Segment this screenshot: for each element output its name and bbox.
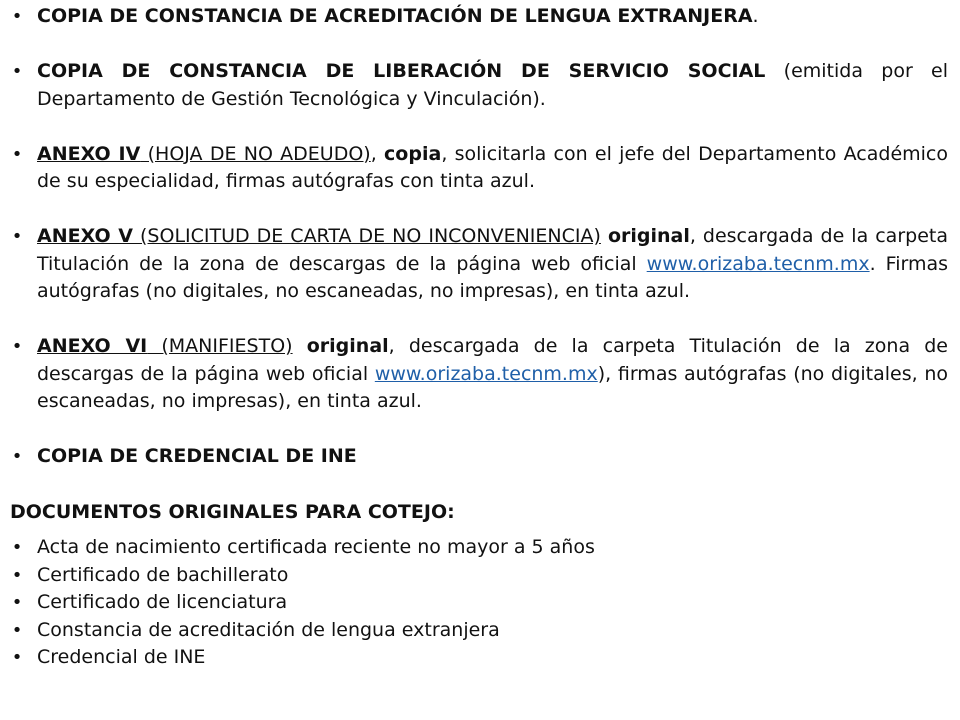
bullet-icon: •: [11, 143, 23, 165]
item-text: Certificado de bachillerato: [37, 563, 289, 586]
annex-label: [37, 143, 371, 165]
bullet-icon: •: [11, 336, 23, 357]
bullet-icon: •: [11, 619, 23, 641]
list-item: [0, 644, 960, 672]
bullet-icon: •: [11, 226, 23, 247]
website-link[interactable]: www.orizaba.tecnm.mx: [374, 362, 598, 385]
item-text: (emitida por el Departamento de Gestión Tecnológica y Vinculación).: [37, 60, 948, 110]
item-text: Constancia de acreditación de lengua extranjera: [37, 618, 500, 641]
bullet-icon: •: [11, 6, 23, 27]
originals-list: [0, 534, 960, 672]
item-text: Acta de nacimiento certificada reciente no mayor a 5 años: [37, 536, 595, 558]
bullet-icon: •: [11, 564, 23, 586]
bullet-icon: •: [11, 446, 23, 467]
list-item-credencial-ine: [0, 443, 960, 471]
annex-name: (SOLICITUD DE CARTA DE NO INCONVENIENCIA): [133, 225, 601, 247]
annex-label: [37, 335, 293, 357]
bullet-icon: •: [11, 537, 23, 558]
list-item: [0, 589, 960, 617]
item-title: COPIA DE CONSTANCIA DE LIBERACIÓN DE SERVICIO SOCIAL: [37, 60, 766, 82]
annex-number: ANEXO VI: [37, 335, 148, 357]
annex-name: (HOJA DE NO ADEUDO): [140, 142, 371, 165]
annex-kind: original: [607, 225, 690, 247]
item-text: , descargada de la carpeta Titulación de la zona de descargas de la página web oficial: [37, 225, 948, 275]
list-item-anexo-iv: [0, 141, 960, 196]
document-page: [0, 3, 960, 672]
annex-kind: original: [306, 335, 389, 357]
item-separator: [601, 225, 608, 247]
annex-number: ANEXO IV: [37, 142, 141, 165]
list-item: [0, 534, 960, 562]
bullet-icon: •: [11, 61, 23, 82]
item-title: COPIA DE CREDENCIAL DE INE: [37, 445, 357, 467]
item-text: . Firmas autógrafas (no digitales, no escaneadas, no impresas), en tinta azul.: [37, 252, 948, 302]
list-item-anexo-vi: [0, 333, 960, 416]
bullet-icon: •: [11, 592, 23, 613]
item-title: COPIA DE CONSTANCIA DE ACREDITACIÓN DE LENGUA EXTRANJERA: [37, 5, 753, 27]
list-item-servicio-social: [0, 58, 960, 113]
annex-kind: copia: [384, 142, 442, 165]
item-separator: [293, 335, 307, 357]
list-item-lengua-extranjera: [0, 3, 960, 31]
annex-name: (MANIFIESTO): [147, 335, 293, 357]
item-text: .: [752, 5, 759, 27]
requirements-list: [0, 3, 960, 471]
list-item: [0, 617, 960, 645]
item-text: Credencial de INE: [37, 646, 206, 668]
originals-heading: DOCUMENTOS ORIGINALES PARA COTEJO:: [10, 500, 455, 523]
list-item-anexo-v: [0, 223, 960, 306]
website-link[interactable]: www.orizaba.tecnm.mx: [646, 252, 870, 275]
item-text: ), firmas autógrafas (no digitales, no escaneadas, no impresas), en tinta azul.: [37, 362, 948, 412]
list-item: [0, 562, 960, 590]
annex-number: ANEXO V: [37, 225, 133, 247]
item-text: , descargada de la carpeta Titulación de la zona de descargas de la página web oficial: [37, 335, 948, 385]
bullet-icon: •: [11, 647, 23, 668]
item-separator: ,: [370, 142, 385, 165]
item-text: , solicitarla con el jefe del Departamento Académico de su especialidad, firmas autógrafas con tinta azul.: [37, 142, 948, 192]
annex-label: [37, 225, 601, 247]
item-text: Certificado de licenciatura: [37, 591, 288, 613]
